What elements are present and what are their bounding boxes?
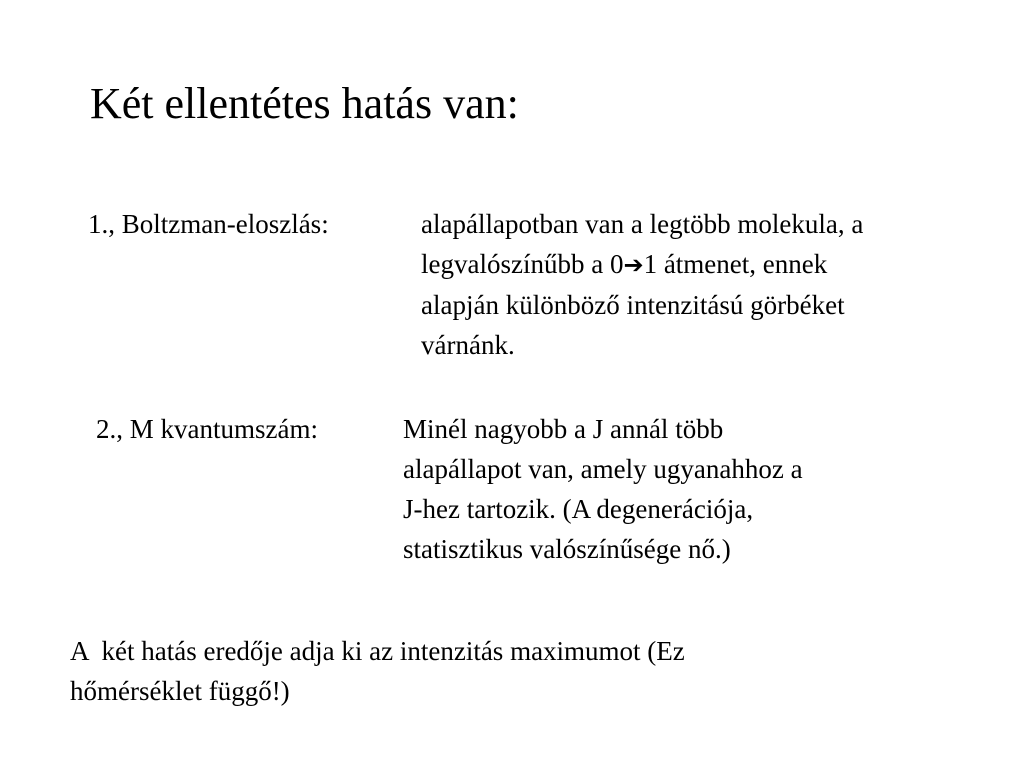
item-1-text (421, 204, 1011, 365)
item-1-line-1: alapállapotban van a legtöbb molekula, a (421, 209, 864, 239)
conclusion-line-2: hőmérséklet függő!) (70, 676, 290, 706)
item-1-line-3: alapján különböző intenzitású görbéket (421, 290, 845, 320)
item-2-line-1: Minél nagyobb a J annál több (403, 414, 724, 444)
conclusion-line-1: A két hatás eredője adja ki az intenzitás maximumot (Ez (70, 636, 685, 666)
item-2-line-3: J-hez tartozik. (A degenerációja, (403, 494, 754, 524)
item-2-label: 2., M kvantumszám: (96, 414, 318, 444)
item-1-line-4: várnánk. (421, 330, 515, 360)
item-1-line-2b: 1 átmenet, ennek (643, 249, 828, 279)
item-2-line-2: alapállapot van, amely ugyanahhoz a (403, 454, 803, 484)
conclusion-text (70, 631, 685, 711)
item-1-line-2 (421, 244, 1011, 285)
slide-title: Két ellentétes hatás van: (90, 79, 519, 128)
right-arrow-icon: ➔ (623, 251, 644, 279)
item-1-label: 1., Boltzman-eloszlás: (88, 209, 329, 239)
item-2-text (403, 409, 963, 569)
item-1-line-2a: legvalószínűbb a 0 (421, 249, 624, 279)
item-2-line-4: statisztikus valószínűsége nő.) (403, 534, 731, 564)
